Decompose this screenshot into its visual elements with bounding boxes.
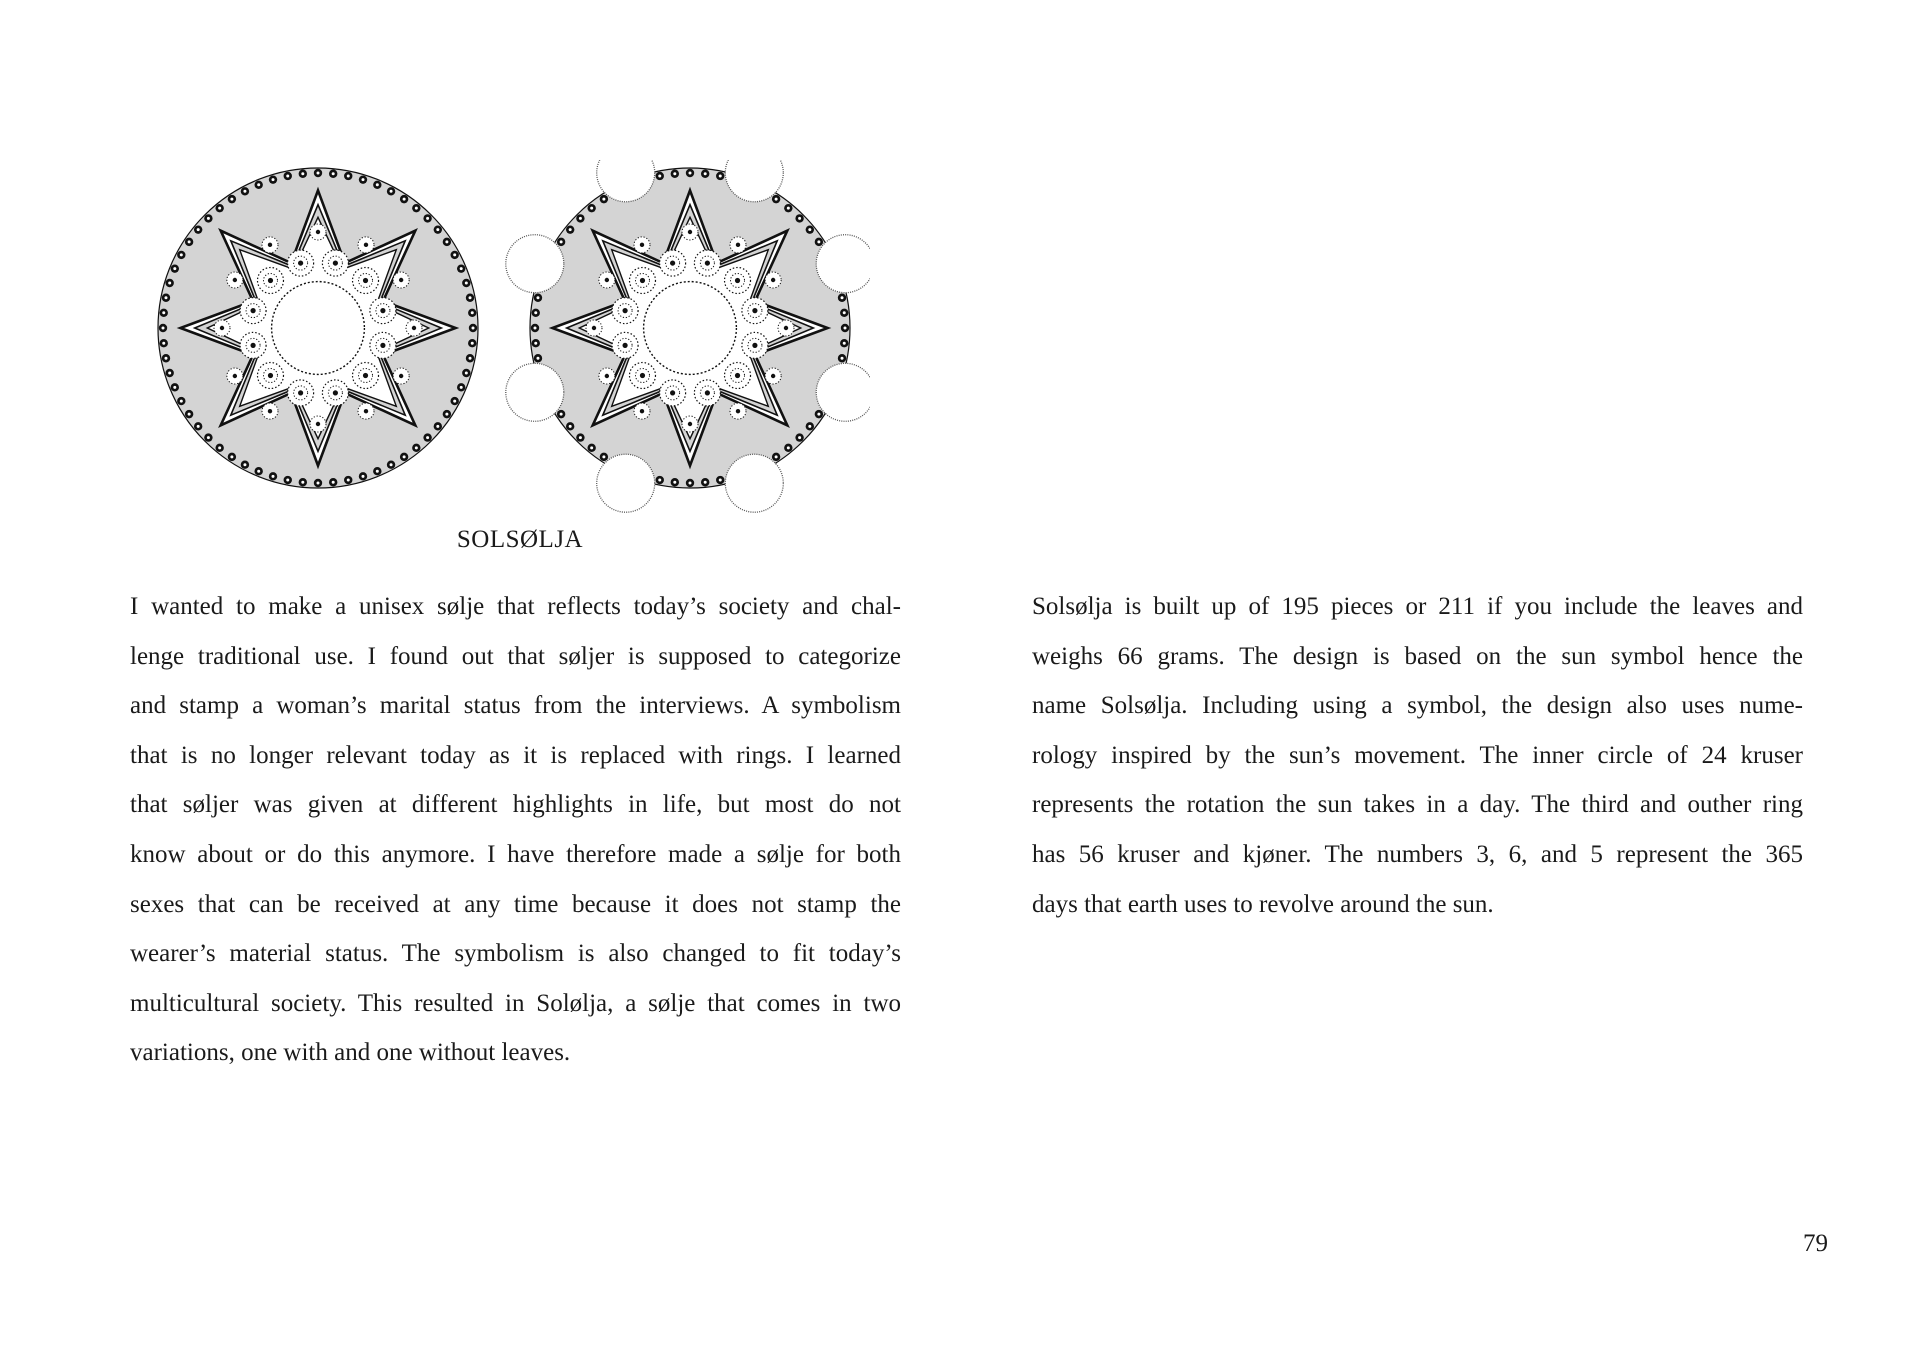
leaf bbox=[506, 235, 564, 293]
outer-bead-core bbox=[436, 228, 439, 231]
page-number: 79 bbox=[1803, 1230, 1828, 1257]
rosette-center bbox=[752, 308, 757, 313]
outer-bead-core bbox=[579, 436, 582, 439]
outer-bead-core bbox=[426, 217, 429, 220]
outer-bead-core bbox=[445, 413, 448, 416]
outer-bead-core bbox=[534, 327, 537, 330]
outer-bead-core bbox=[301, 172, 304, 175]
outer-bead-core bbox=[257, 470, 260, 473]
figure-caption: SOLSØLJA bbox=[456, 526, 584, 553]
outer-bead-core bbox=[602, 455, 605, 458]
outer-bead-core bbox=[534, 342, 537, 345]
outer-bead-core bbox=[808, 228, 811, 231]
rosette-small-center bbox=[316, 422, 320, 426]
outer-bead-core bbox=[460, 267, 463, 270]
outer-bead-core bbox=[188, 413, 191, 416]
rosette-center bbox=[363, 278, 368, 283]
outer-bead-core bbox=[173, 386, 176, 389]
outer-bead-core bbox=[590, 207, 593, 210]
outer-bead-core bbox=[465, 371, 468, 374]
outer-bead-core bbox=[704, 172, 707, 175]
rosette-small-center bbox=[784, 326, 788, 330]
outer-bead-core bbox=[415, 207, 418, 210]
rosette-center bbox=[250, 343, 255, 348]
rosette-small-center bbox=[605, 278, 609, 282]
outer-bead-core bbox=[560, 240, 563, 243]
outer-bead-core bbox=[257, 183, 260, 186]
rosette-center bbox=[268, 373, 273, 378]
rosette-small-center bbox=[316, 230, 320, 234]
outer-bead-core bbox=[843, 342, 846, 345]
outer-bead-core bbox=[471, 311, 474, 314]
outer-bead-core bbox=[272, 178, 275, 181]
outer-bead-core bbox=[162, 311, 165, 314]
leaf bbox=[725, 454, 783, 512]
outer-bead-core bbox=[673, 172, 676, 175]
brooch-illustrations bbox=[150, 160, 870, 520]
outer-bead-core bbox=[230, 455, 233, 458]
outer-bead-core bbox=[472, 327, 475, 330]
rosette-center bbox=[298, 260, 303, 265]
outer-bead-core bbox=[787, 207, 790, 210]
outer-bead-core bbox=[243, 463, 246, 466]
left-text-column bbox=[130, 582, 901, 1078]
outer-bead-core bbox=[673, 481, 676, 484]
outer-bead-core bbox=[658, 174, 661, 177]
rosette-small-center bbox=[771, 374, 775, 378]
outer-bead-core bbox=[536, 296, 539, 299]
outer-bead-core bbox=[841, 357, 844, 360]
outer-bead-core bbox=[798, 217, 801, 220]
outer-bead-core bbox=[188, 240, 191, 243]
outer-bead-core bbox=[230, 198, 233, 201]
rosette-small-center bbox=[640, 409, 644, 413]
rosette-small-center bbox=[364, 243, 368, 247]
outer-bead-core bbox=[602, 198, 605, 201]
rosette-center bbox=[622, 308, 627, 313]
rosette-center bbox=[380, 343, 385, 348]
outer-bead-core bbox=[347, 174, 350, 177]
rosette-center bbox=[735, 373, 740, 378]
rosette-center bbox=[640, 373, 645, 378]
outer-bead-core bbox=[218, 446, 221, 449]
outer-bead-core bbox=[207, 217, 210, 220]
outer-bead-core bbox=[390, 463, 393, 466]
rosette-small-center bbox=[412, 326, 416, 330]
outer-bead-core bbox=[787, 446, 790, 449]
left-line-10: variations, one with and one without leaves. bbox=[130, 1039, 571, 1067]
outer-bead-core bbox=[719, 174, 722, 177]
outer-bead-core bbox=[332, 481, 335, 484]
rosette-small-center bbox=[268, 243, 272, 247]
outer-bead-core bbox=[808, 425, 811, 428]
outer-bead-core bbox=[361, 178, 364, 181]
outer-bead-core bbox=[536, 357, 539, 360]
solsolja-figure bbox=[150, 160, 870, 520]
outer-bead-core bbox=[436, 425, 439, 428]
outer-bead-core bbox=[844, 327, 847, 330]
outer-bead-core bbox=[471, 342, 474, 345]
right-line-4: rology inspired by the sun’s movement. The inner circle of 24 kruser bbox=[1032, 741, 1803, 769]
outer-bead-core bbox=[426, 436, 429, 439]
brooch-without-leaves bbox=[158, 168, 478, 488]
outer-bead-core bbox=[817, 413, 820, 416]
rosette-center bbox=[268, 278, 273, 283]
right-line-7: days that earth uses to revolve around the sun. bbox=[1032, 890, 1494, 918]
brooch-with-leaves bbox=[506, 160, 870, 512]
outer-bead-core bbox=[415, 446, 418, 449]
rosette-small-center bbox=[736, 243, 740, 247]
outer-bead-core bbox=[207, 436, 210, 439]
outer-bead-core bbox=[579, 217, 582, 220]
right-line-5: represents the rotation the sun takes in a day. The third and outher ring bbox=[1032, 791, 1803, 819]
outer-bead-core bbox=[164, 357, 167, 360]
outer-bead-core bbox=[347, 479, 350, 482]
rosette-small-center bbox=[605, 374, 609, 378]
outer-bead-core bbox=[775, 455, 778, 458]
rosette-small-center bbox=[736, 409, 740, 413]
outer-bead-core bbox=[658, 479, 661, 482]
outer-bead-core bbox=[376, 470, 379, 473]
outer-bead-core bbox=[590, 446, 593, 449]
right-line-6: has 56 kruser and kjøner. The numbers 3, 6, and 5 represent the 365 bbox=[1032, 840, 1803, 868]
outer-bead-core bbox=[719, 479, 722, 482]
rosette-center bbox=[250, 308, 255, 313]
outer-bead-core bbox=[460, 386, 463, 389]
left-line-9: multicultural society. This resulted in Solølja, a sølje that comes in two bbox=[130, 989, 901, 1017]
right-line-3: name Solsølja. Including using a symbol, the design also uses nume- bbox=[1032, 692, 1803, 720]
rosette-center bbox=[333, 260, 338, 265]
rosette-center bbox=[380, 308, 385, 313]
rosette-small-center bbox=[688, 422, 692, 426]
rosette-center bbox=[333, 390, 338, 395]
outer-bead-core bbox=[775, 198, 778, 201]
outer-bead-core bbox=[168, 371, 171, 374]
rosette-center bbox=[363, 373, 368, 378]
rosette-small-center bbox=[268, 409, 272, 413]
outer-bead-core bbox=[286, 174, 289, 177]
outer-bead-core bbox=[469, 296, 472, 299]
outer-bead-core bbox=[403, 455, 406, 458]
rosette-small-center bbox=[688, 230, 692, 234]
outer-bead-core bbox=[453, 253, 456, 256]
outer-bead-core bbox=[817, 240, 820, 243]
outer-bead-core bbox=[162, 342, 165, 345]
rosette-small-center bbox=[233, 374, 237, 378]
outer-bead-core bbox=[376, 183, 379, 186]
outer-bead-core bbox=[465, 282, 468, 285]
outer-bead-core bbox=[173, 267, 176, 270]
rosette-center bbox=[752, 343, 757, 348]
center-hole bbox=[272, 282, 365, 375]
outer-bead-core bbox=[164, 296, 167, 299]
outer-bead-core bbox=[560, 413, 563, 416]
outer-bead-core bbox=[569, 228, 572, 231]
outer-bead-core bbox=[272, 475, 275, 478]
leaf bbox=[506, 363, 564, 421]
outer-bead-core bbox=[445, 240, 448, 243]
rosette-center bbox=[705, 260, 710, 265]
outer-bead-core bbox=[403, 198, 406, 201]
outer-bead-core bbox=[569, 425, 572, 428]
outer-bead-core bbox=[243, 190, 246, 193]
rosette-small-center bbox=[364, 409, 368, 413]
left-line-1: I wanted to make a unisex sølje that reflects today’s society and chal- bbox=[130, 593, 901, 620]
rosette-center bbox=[670, 390, 675, 395]
outer-bead-core bbox=[197, 228, 200, 231]
outer-bead-core bbox=[301, 481, 304, 484]
outer-bead-core bbox=[180, 253, 183, 256]
outer-bead-core bbox=[689, 482, 692, 485]
outer-bead-core bbox=[218, 207, 221, 210]
outer-bead-core bbox=[798, 436, 801, 439]
rosette-center bbox=[670, 260, 675, 265]
rosette-small-center bbox=[399, 278, 403, 282]
right-line-1: Solsølja is built up of 195 pieces or 211 if you include the leaves and bbox=[1032, 593, 1803, 620]
center-hole bbox=[644, 282, 737, 375]
left-line-2: lenge traditional use. I found out that søljer is supposed to categorize bbox=[130, 642, 901, 670]
left-line-3: and stamp a woman’s marital status from the interviews. A symbolism bbox=[130, 692, 901, 720]
outer-bead-core bbox=[162, 327, 165, 330]
rosette-small-center bbox=[640, 243, 644, 247]
outer-bead-core bbox=[286, 479, 289, 482]
right-text-column bbox=[1032, 582, 1803, 929]
left-line-4: that is no longer relevant today as it is replaced with rings. I learned bbox=[130, 741, 901, 769]
rosette-center bbox=[640, 278, 645, 283]
outer-bead-core bbox=[469, 357, 472, 360]
rosette-small-center bbox=[220, 326, 224, 330]
rosette-small-center bbox=[771, 278, 775, 282]
outer-bead-core bbox=[704, 481, 707, 484]
left-line-6: know about or do this anymore. I have therefore made a sølje for both bbox=[130, 840, 901, 868]
outer-bead-core bbox=[453, 400, 456, 403]
left-line-8: wearer’s material status. The symbolism is also changed to fit today’s bbox=[130, 940, 901, 968]
outer-bead-core bbox=[168, 282, 171, 285]
left-line-7: sexes that can be received at any time because it does not stamp the bbox=[130, 890, 901, 918]
rosette-center bbox=[622, 343, 627, 348]
rosette-center bbox=[735, 278, 740, 283]
outer-bead-core bbox=[361, 475, 364, 478]
outer-bead-core bbox=[180, 400, 183, 403]
rosette-small-center bbox=[592, 326, 596, 330]
left-line-5: that søljer was given at different highlights in life, but most do not bbox=[130, 791, 901, 819]
leaf bbox=[597, 454, 655, 512]
rosette-center bbox=[298, 390, 303, 395]
outer-bead-core bbox=[332, 172, 335, 175]
outer-bead-core bbox=[689, 172, 692, 175]
right-line-2: weighs 66 grams. The design is based on the sun symbol hence the bbox=[1032, 642, 1803, 670]
outer-bead-core bbox=[317, 172, 320, 175]
outer-bead-core bbox=[317, 482, 320, 485]
outer-bead-core bbox=[841, 296, 844, 299]
rosette-center bbox=[705, 390, 710, 395]
outer-bead-core bbox=[843, 311, 846, 314]
rosette-small-center bbox=[399, 374, 403, 378]
outer-bead-core bbox=[390, 190, 393, 193]
outer-bead-core bbox=[534, 311, 537, 314]
outer-bead-core bbox=[197, 425, 200, 428]
rosette-small-center bbox=[233, 278, 237, 282]
